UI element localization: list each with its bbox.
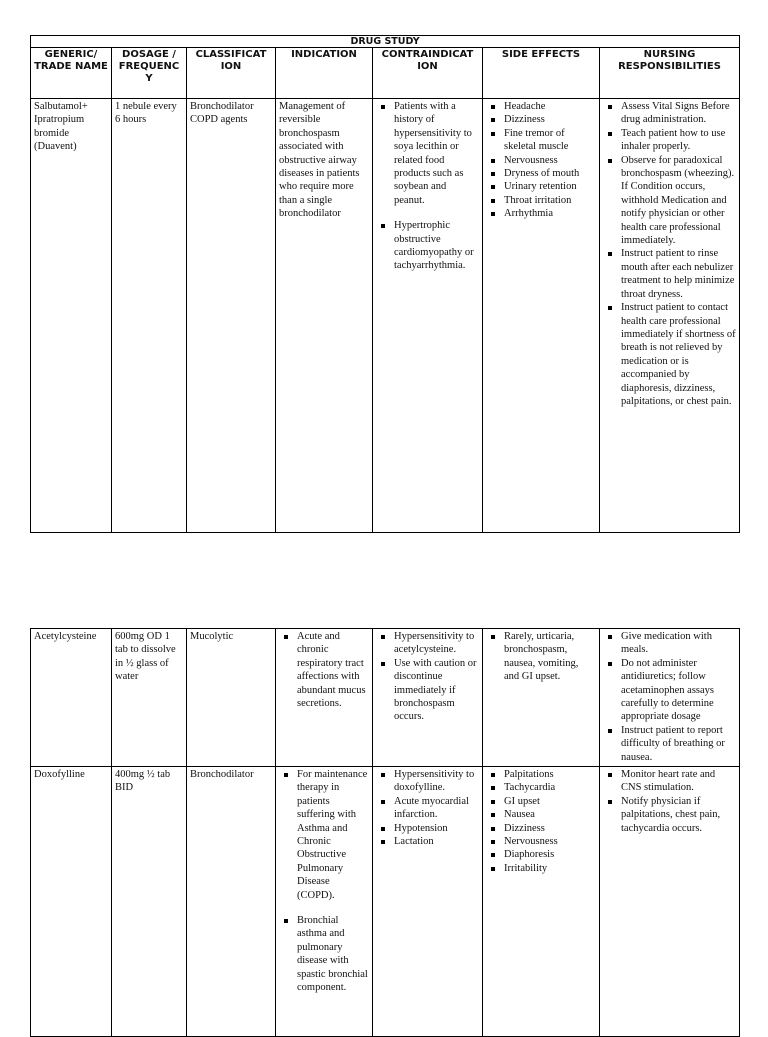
contraindication-cell — [373, 767, 483, 1037]
list-item: Nervousness — [486, 154, 596, 167]
drug-name-cell: Doxofylline — [31, 767, 112, 1037]
list-item: Give medication with meals. — [603, 630, 736, 657]
list-item: Monitor heart rate and CNS stimulation. — [603, 768, 736, 795]
list-item: Throat irritation — [486, 194, 596, 207]
list-item: Instruct patient to rinse mouth after each nebulizer treatment to help minimize throat dryness. — [603, 247, 736, 301]
header-side-effects: SIDE EFFECTS — [483, 48, 600, 99]
list-item: Hypersensitivity to acetylcysteine. — [376, 630, 479, 657]
list-item: Do not administer antidiuretics; follow acetaminophen assays carefully to determine appropriate dosage — [603, 657, 736, 724]
drug-study-table-continued — [30, 628, 740, 1037]
list-item: Patients with a history of hypersensitivity to soya lecithin or related food products such as soybean and peanut. — [376, 100, 479, 207]
list-item: Acute and chronic respiratory tract affections with abundant mucus secretions. — [279, 630, 369, 710]
indication-cell: Management of reversible bronchospasm associated with obstructive airway diseases in patients who require more than a single bronchodilator — [276, 99, 373, 533]
title-row — [31, 36, 740, 48]
list-item: Use with caution or discontinue immediately if bronchospasm occurs. — [376, 657, 479, 724]
list-item: Nausea — [486, 808, 596, 821]
list-item: Rarely, urticaria, bronchospasm, nausea, vomiting, and GI upset. — [486, 630, 596, 684]
header-contraindication: CONTRAINDICAT ION — [373, 48, 483, 99]
nursing-cell — [600, 99, 740, 533]
list-item: Assess Vital Signs Before drug administration. — [603, 100, 736, 127]
contraindication-cell — [373, 99, 483, 533]
list-item: Palpitations — [486, 768, 596, 781]
list-item: Hypersensitivity to doxofylline. — [376, 768, 479, 795]
list-item: Instruct patient to contact health care professional immediately if shortness of breath is not relieved by medication or is accompanied by diaphoresis, dizziness, palpitations, or chest pain. — [603, 301, 736, 408]
list-item: Lactation — [376, 835, 479, 848]
contraindication-cell — [373, 629, 483, 767]
list-item: Instruct patient to report difficulty of breathing or nausea. — [603, 724, 736, 764]
dosage-cell: 600mg OD 1 tab to dissolve in ½ glass of water — [112, 629, 187, 767]
header-nursing-responsibilities: NURSING RESPONSIBILITIES — [600, 48, 740, 99]
table-title: DRUG STUDY — [31, 36, 740, 48]
classification-cell: Bronchodilator COPD agents — [187, 99, 276, 533]
list-item: Notify physician if palpitations, chest pain, tachycardia occurs. — [603, 795, 736, 835]
list-item: Urinary retention — [486, 180, 596, 193]
side-effects-cell — [483, 629, 600, 767]
list-item: Tachycardia — [486, 781, 596, 794]
table-row — [31, 99, 740, 533]
list-item: Dryness of mouth — [486, 167, 596, 180]
side-effects-cell — [483, 767, 600, 1037]
classification-cell: Bronchodilator — [187, 767, 276, 1037]
list-item: Hypertrophic obstructive cardiomyopathy or tachyarrhythmia. — [376, 219, 479, 273]
dosage-cell: 1 nebule every 6 hours — [112, 99, 187, 533]
dosage-cell: 400mg ½ tab BID — [112, 767, 187, 1037]
header-generic-name: GENERIC/ TRADE NAME — [31, 48, 112, 99]
list-item: Bronchial asthma and pulmonary disease with spastic bronchial component. — [279, 914, 369, 994]
header-dosage: DOSAGE / FREQUENC Y — [112, 48, 187, 99]
side-effects-cell — [483, 99, 600, 533]
list-item: Irritability — [486, 862, 596, 875]
list-item: Observe for paradoxical bronchospasm (wheezing). If Condition occurs, withhold Medication and notify physician or other health care professional immediately. — [603, 154, 736, 248]
list-item: Hypotension — [376, 822, 479, 835]
classification-cell: Mucolytic — [187, 629, 276, 767]
header-classification: CLASSIFICAT ION — [187, 48, 276, 99]
drug-name-cell: Acetylcysteine — [31, 629, 112, 767]
table-row — [31, 629, 740, 767]
list-item: Fine tremor of skeletal muscle — [486, 127, 596, 154]
list-item: Diaphoresis — [486, 848, 596, 861]
table-row — [31, 767, 740, 1037]
header-row — [31, 48, 740, 99]
nursing-cell — [600, 767, 740, 1037]
list-item: GI upset — [486, 795, 596, 808]
indication-cell — [276, 767, 373, 1037]
indication-cell — [276, 629, 373, 767]
drug-study-table — [30, 35, 740, 533]
list-item: Teach patient how to use inhaler properly. — [603, 127, 736, 154]
list-item: Nervousness — [486, 835, 596, 848]
header-indication: INDICATION — [276, 48, 373, 99]
nursing-cell — [600, 629, 740, 767]
list-item: For maintenance therapy in patients suffering with Asthma and Chronic Obstructive Pulmonary Disease (COPD). — [279, 768, 369, 902]
list-item: Acute myocardial infarction. — [376, 795, 479, 822]
list-item: Dizziness — [486, 113, 596, 126]
list-item: Dizziness — [486, 822, 596, 835]
drug-name-cell: Salbutamol+ Ipratropium bromide (Duavent) — [31, 99, 112, 533]
list-item: Arrhythmia — [486, 207, 596, 220]
list-item: Headache — [486, 100, 596, 113]
